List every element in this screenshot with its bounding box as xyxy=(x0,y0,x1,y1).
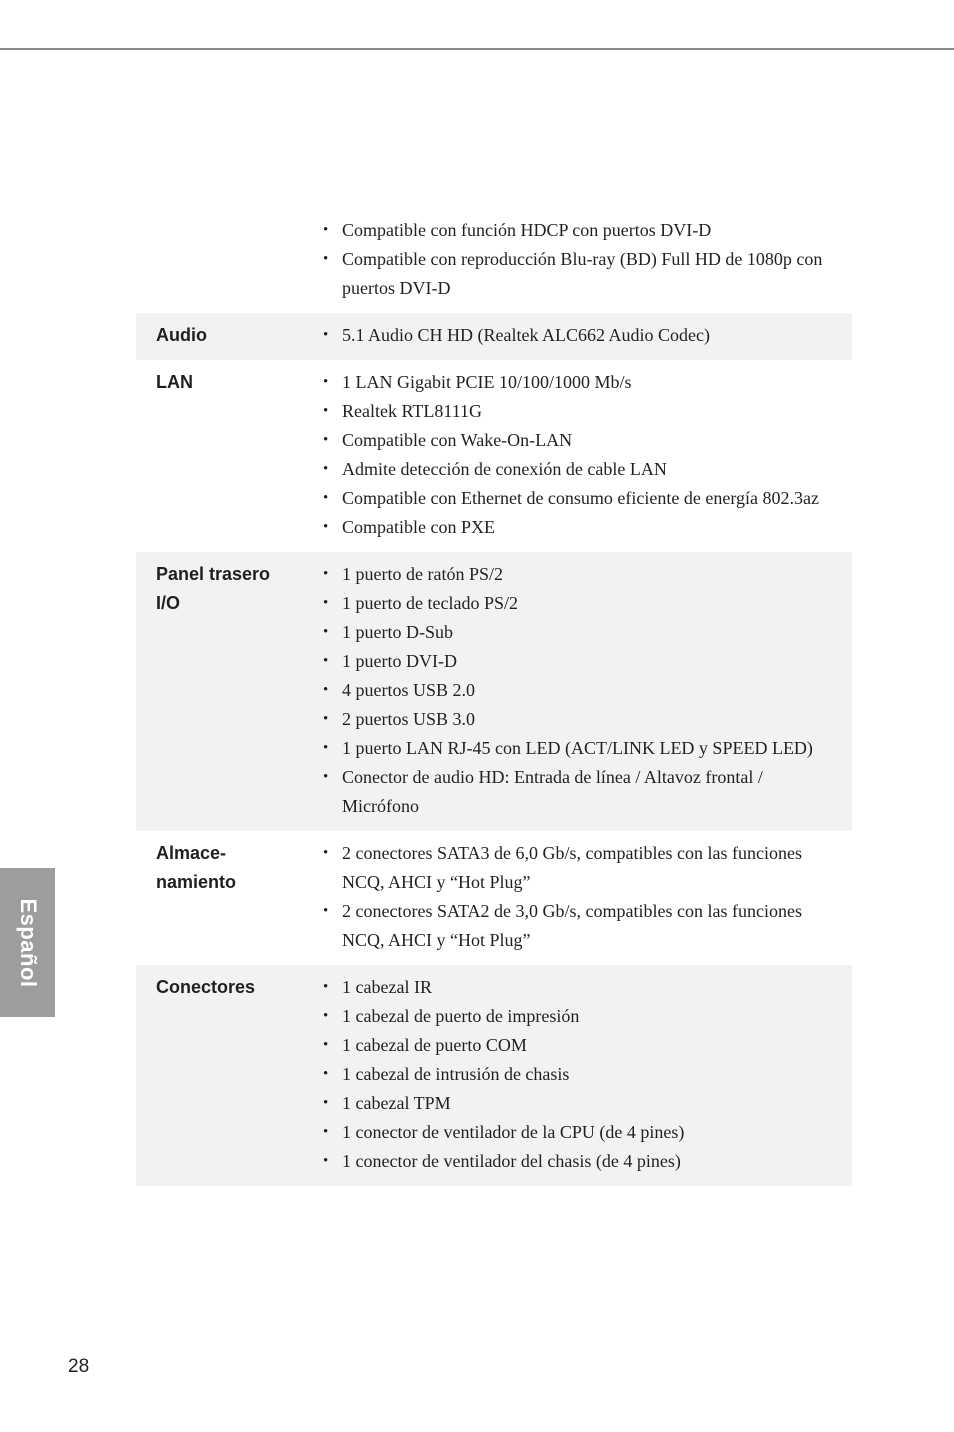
spec-item: • Compatible con Wake-On-LAN xyxy=(342,426,834,455)
spec-row-label: LAN xyxy=(156,372,193,392)
spec-item-list xyxy=(306,368,852,542)
spec-item-list xyxy=(306,321,852,350)
spec-item: • 1 conector de ventilador de la CPU (de 4 pines) xyxy=(342,1118,834,1147)
spec-item: • 1 cabezal IR xyxy=(342,973,834,1002)
spec-item: • Conector de audio HD: Entrada de línea / Altavoz frontal / Micrófono xyxy=(342,763,834,821)
spec-item: • 1 cabezal TPM xyxy=(342,1089,834,1118)
page-number: 28 xyxy=(68,1356,90,1377)
header-rule xyxy=(0,48,954,50)
spec-item: • 1 cabezal de intrusión de chasis xyxy=(342,1060,834,1089)
spec-row xyxy=(136,552,852,831)
language-tab xyxy=(0,868,55,1017)
spec-item: • 1 puerto DVI-D xyxy=(342,647,834,676)
spec-row xyxy=(136,313,852,360)
spec-item: • Admite detección de conexión de cable LAN xyxy=(342,455,834,484)
spec-item-list xyxy=(306,973,852,1176)
spec-item: • 1 LAN Gigabit PCIE 10/100/1000 Mb/s xyxy=(342,368,834,397)
spec-item-list xyxy=(306,560,852,821)
spec-item: • 1 cabezal de puerto de impresión xyxy=(342,1002,834,1031)
spec-item: • Compatible con Ethernet de consumo eficiente de energía 802.3az xyxy=(342,484,834,513)
spec-item: • Compatible con PXE xyxy=(342,513,834,542)
language-tab-label: Español xyxy=(15,897,41,988)
spec-row xyxy=(136,208,852,313)
spec-item: • 2 conectores SATA3 de 6,0 Gb/s, compatibles con las funciones NCQ, AHCI y “Hot Plug” xyxy=(342,839,834,897)
spec-row-label: Panel trasero I/O xyxy=(156,564,271,613)
spec-row-label xyxy=(136,216,306,303)
spec-row xyxy=(136,360,852,552)
spec-row-label: Conectores xyxy=(156,977,256,997)
spec-item: • 1 puerto de teclado PS/2 xyxy=(342,589,834,618)
spec-row xyxy=(136,831,852,965)
spec-item: • 1 puerto LAN RJ-45 con LED (ACT/LINK LED y SPEED LED) xyxy=(342,734,834,763)
spec-row-label: Audio xyxy=(156,325,207,345)
spec-item: • 2 conectores SATA2 de 3,0 Gb/s, compatibles con las funciones NCQ, AHCI y “Hot Plug” xyxy=(342,897,834,955)
spec-row-label: Almace- namiento xyxy=(156,843,237,892)
spec-item: • 1 puerto D-Sub xyxy=(342,618,834,647)
spec-item: • Compatible con reproducción Blu-ray (BD) Full HD de 1080p con puertos DVI-D xyxy=(342,245,834,303)
spec-item: • Compatible con función HDCP con puertos DVI-D xyxy=(342,216,834,245)
spec-item-list xyxy=(306,839,852,955)
spec-item: • 4 puertos USB 2.0 xyxy=(342,676,834,705)
spec-item: • 2 puertos USB 3.0 xyxy=(342,705,834,734)
spec-item: • Realtek RTL8111G xyxy=(342,397,834,426)
spec-item: • 1 puerto de ratón PS/2 xyxy=(342,560,834,589)
spec-row xyxy=(136,965,852,1186)
spec-item: • 5.1 Audio CH HD (Realtek ALC662 Audio Codec) xyxy=(342,321,834,350)
spec-item: • 1 cabezal de puerto COM xyxy=(342,1031,834,1060)
spec-item-list xyxy=(306,216,852,303)
spec-item: • 1 conector de ventilador del chasis (de 4 pines) xyxy=(342,1147,834,1176)
spec-table xyxy=(136,208,852,1186)
